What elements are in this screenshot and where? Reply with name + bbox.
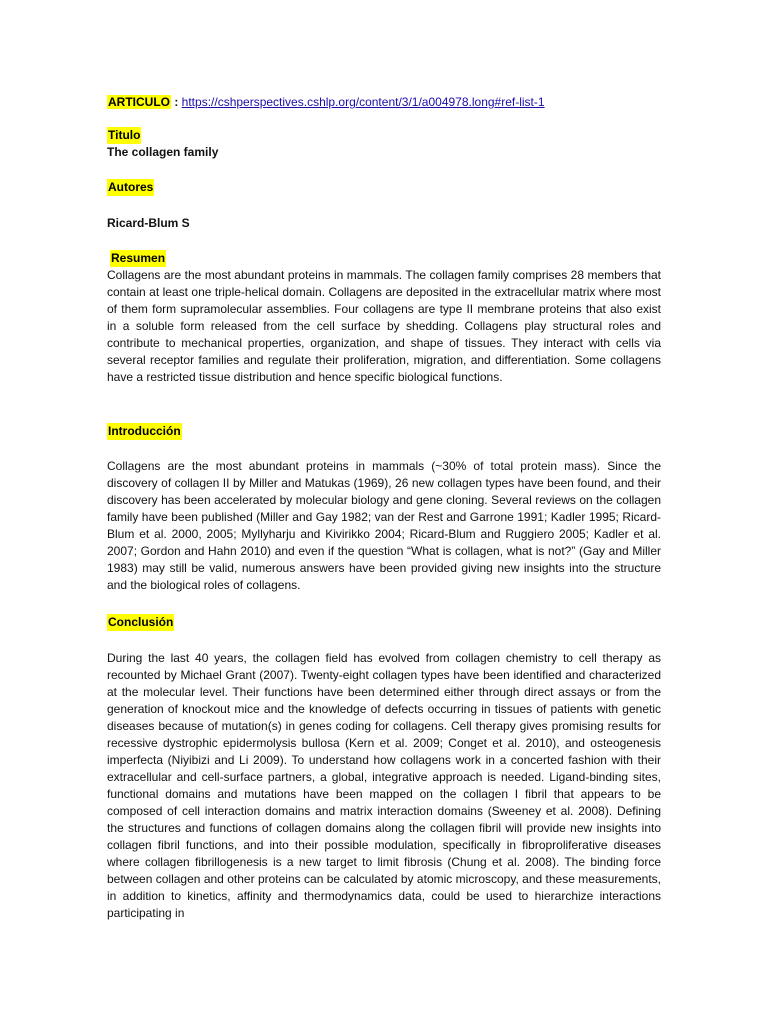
titulo-value: The collagen family [107,145,219,159]
titulo-label: Titulo [108,128,141,142]
resumen-label: Resumen [111,251,166,265]
introduccion-label: Introducción [108,424,181,438]
conclusion-body [107,650,661,922]
resumen-section [107,250,661,386]
introduccion-body [107,458,661,594]
article-line [107,94,661,111]
introduccion-section [107,423,661,440]
article-label: ARTICULO [108,95,170,109]
autores-section [107,179,661,196]
introduccion-paragraph: Collagens are the most abundant proteins in mammals (~30% of total protein mass). Since the discovery of collagen II by Miller and Matukas (1969), 26 new collagen types have been found, and their discovery has been accelerated by molecular biology and gene cloning. Several reviews on the collagen family have been published (Miller and Gay 1982; van der Rest and Garrone 1991; Kadler 1995; Ricard-Blum et al. 2000, 2005; Myllyharju and Kivirikko 2004; Ricard-Blum and Ruggiero 2005; Kadler et al. 2007; Gordon and Hahn 2010) and even if the question “What is collagen, what is not?” (Gay and Miller 1983) may still be valid, numerous answers have been provided giving new insights into the structure and the biological roles of collagens. [107,459,661,592]
article-separator: : [171,95,182,109]
autores-value: Ricard-Blum S [107,216,190,230]
resumen-paragraph: Collagens are the most abundant proteins in mammals. The collagen family comprises 28 members that contain at least one triple-helical domain. Collagens are deposited in the extracellular matrix where most of them form supramolecular assemblies. Four collagens are type II membrane proteins that also exist in a soluble form released from the cell surface by shedding. Collagens play structural roles and contribute to mechanical properties, organization, and shape of tissues. They interact with cells via several receptor families and regulate their proliferation, migration, and differentiation. Some collagens have a restricted tissue distribution and hence specific biological functions. [107,268,661,384]
autores-label: Autores [108,180,154,194]
conclusion-section [107,614,661,631]
titulo-section [107,127,661,161]
article-url-link[interactable]: https://cshperspectives.cshlp.org/content/3/1/a004978.long#ref-list-1 [181,95,545,109]
conclusion-label: Conclusión [108,615,174,629]
conclusion-paragraph: During the last 40 years, the collagen field has evolved from collagen chemistry to cell therapy as recounted by Michael Grant (2007). Twenty-eight collagen types have been identified and characterized at the molecular level. Their functions have been determined either through direct assays or from the generation of knockout mice and the knowledge of defects occurring in tissues of patients with genetic diseases because of mutation(s) in genes coding for collagens. Cell therapy gives promising results for recessive dystrophic epidermolysis bullosa (Kern et al. 2009; Conget et al. 2010), and osteogenesis imperfecta (Niyibizi and Li 2009). To understand how collagens work in a concerted fashion with their extracellular and cell-surface partners, a global, integrative approach is needed. Ligand-binding sites, functional domains and mutations have been mapped on the collagen I fibril that appears to be composed of cell interaction domains and matrix interaction domains (Sweeney et al. 2008). Defining the structures and functions of collagen domains along the collagen fibril will provide new insights into collagen fibril functions, and into their possible modulation, specifically in fibroproliferative diseases where collagen fibrillogenesis is a new target to limit fibrosis (Chung et al. 2008). The binding force between collagen and other proteins can be calculated by atomic microscopy, and these measurements, in addition to kinetics, affinity and thermodynamics data, could be used to hierarchize interactions participating in [107,651,661,920]
